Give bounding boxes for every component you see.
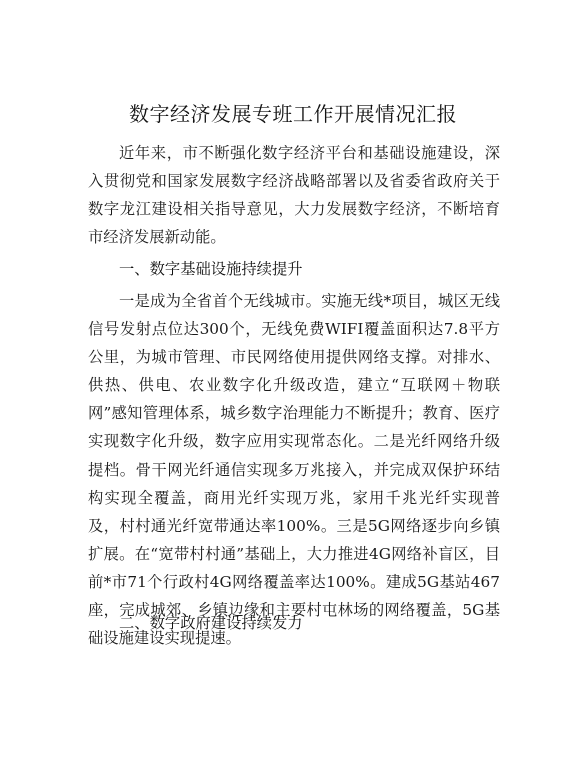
section-2-heading: 二、数字政府建设持续发力: [119, 614, 303, 632]
document-title: 数字经济发展专班工作开展情况汇报: [129, 102, 457, 126]
section-1-body: 一是成为全省首个无线城市。实施无线*项目，城区无线信号发射点位达300个，无线免费WIFI覆盖面积达7.8平方公里，为城市管理、市民网络使用提供网络支撑。对排水、供热、供电、农业数字化升级改造，建立“互联网＋物联网”感知管理体系，城乡数字治理能力不断提升；教育、医疗实现数字化升级，数字应用实现常态化。二是光纤网络升级提档。骨干网光纤通信实现多万兆接入，并完成双保护环结构实现全覆盖，商用光纤实现万兆，家用千兆光纤实现普及，村村通光纤宽带通达率100%。三是5G网络逐步向乡镇扩展。在“宽带村村通”基础上，大力推进4G网络补盲区，目前*市71个行政村4G网络覆盖率达100%。建成5G基站467座，完成城郊、乡镇边缘和主要村屯林场的网络覆盖，5G基础设施建设实现提速。: [88, 292, 500, 648]
section-1-heading: 一、数字基础设施持续提升: [119, 260, 303, 278]
intro-paragraph: 近年来，市不断强化数字经济平台和基础设施建设，深入贯彻党和国家发展数字经济战略部署以及省委省政府关于数字龙江建设相关指导意见，大力发展数字经济，不断培育市经济发展新动能。: [88, 144, 500, 247]
